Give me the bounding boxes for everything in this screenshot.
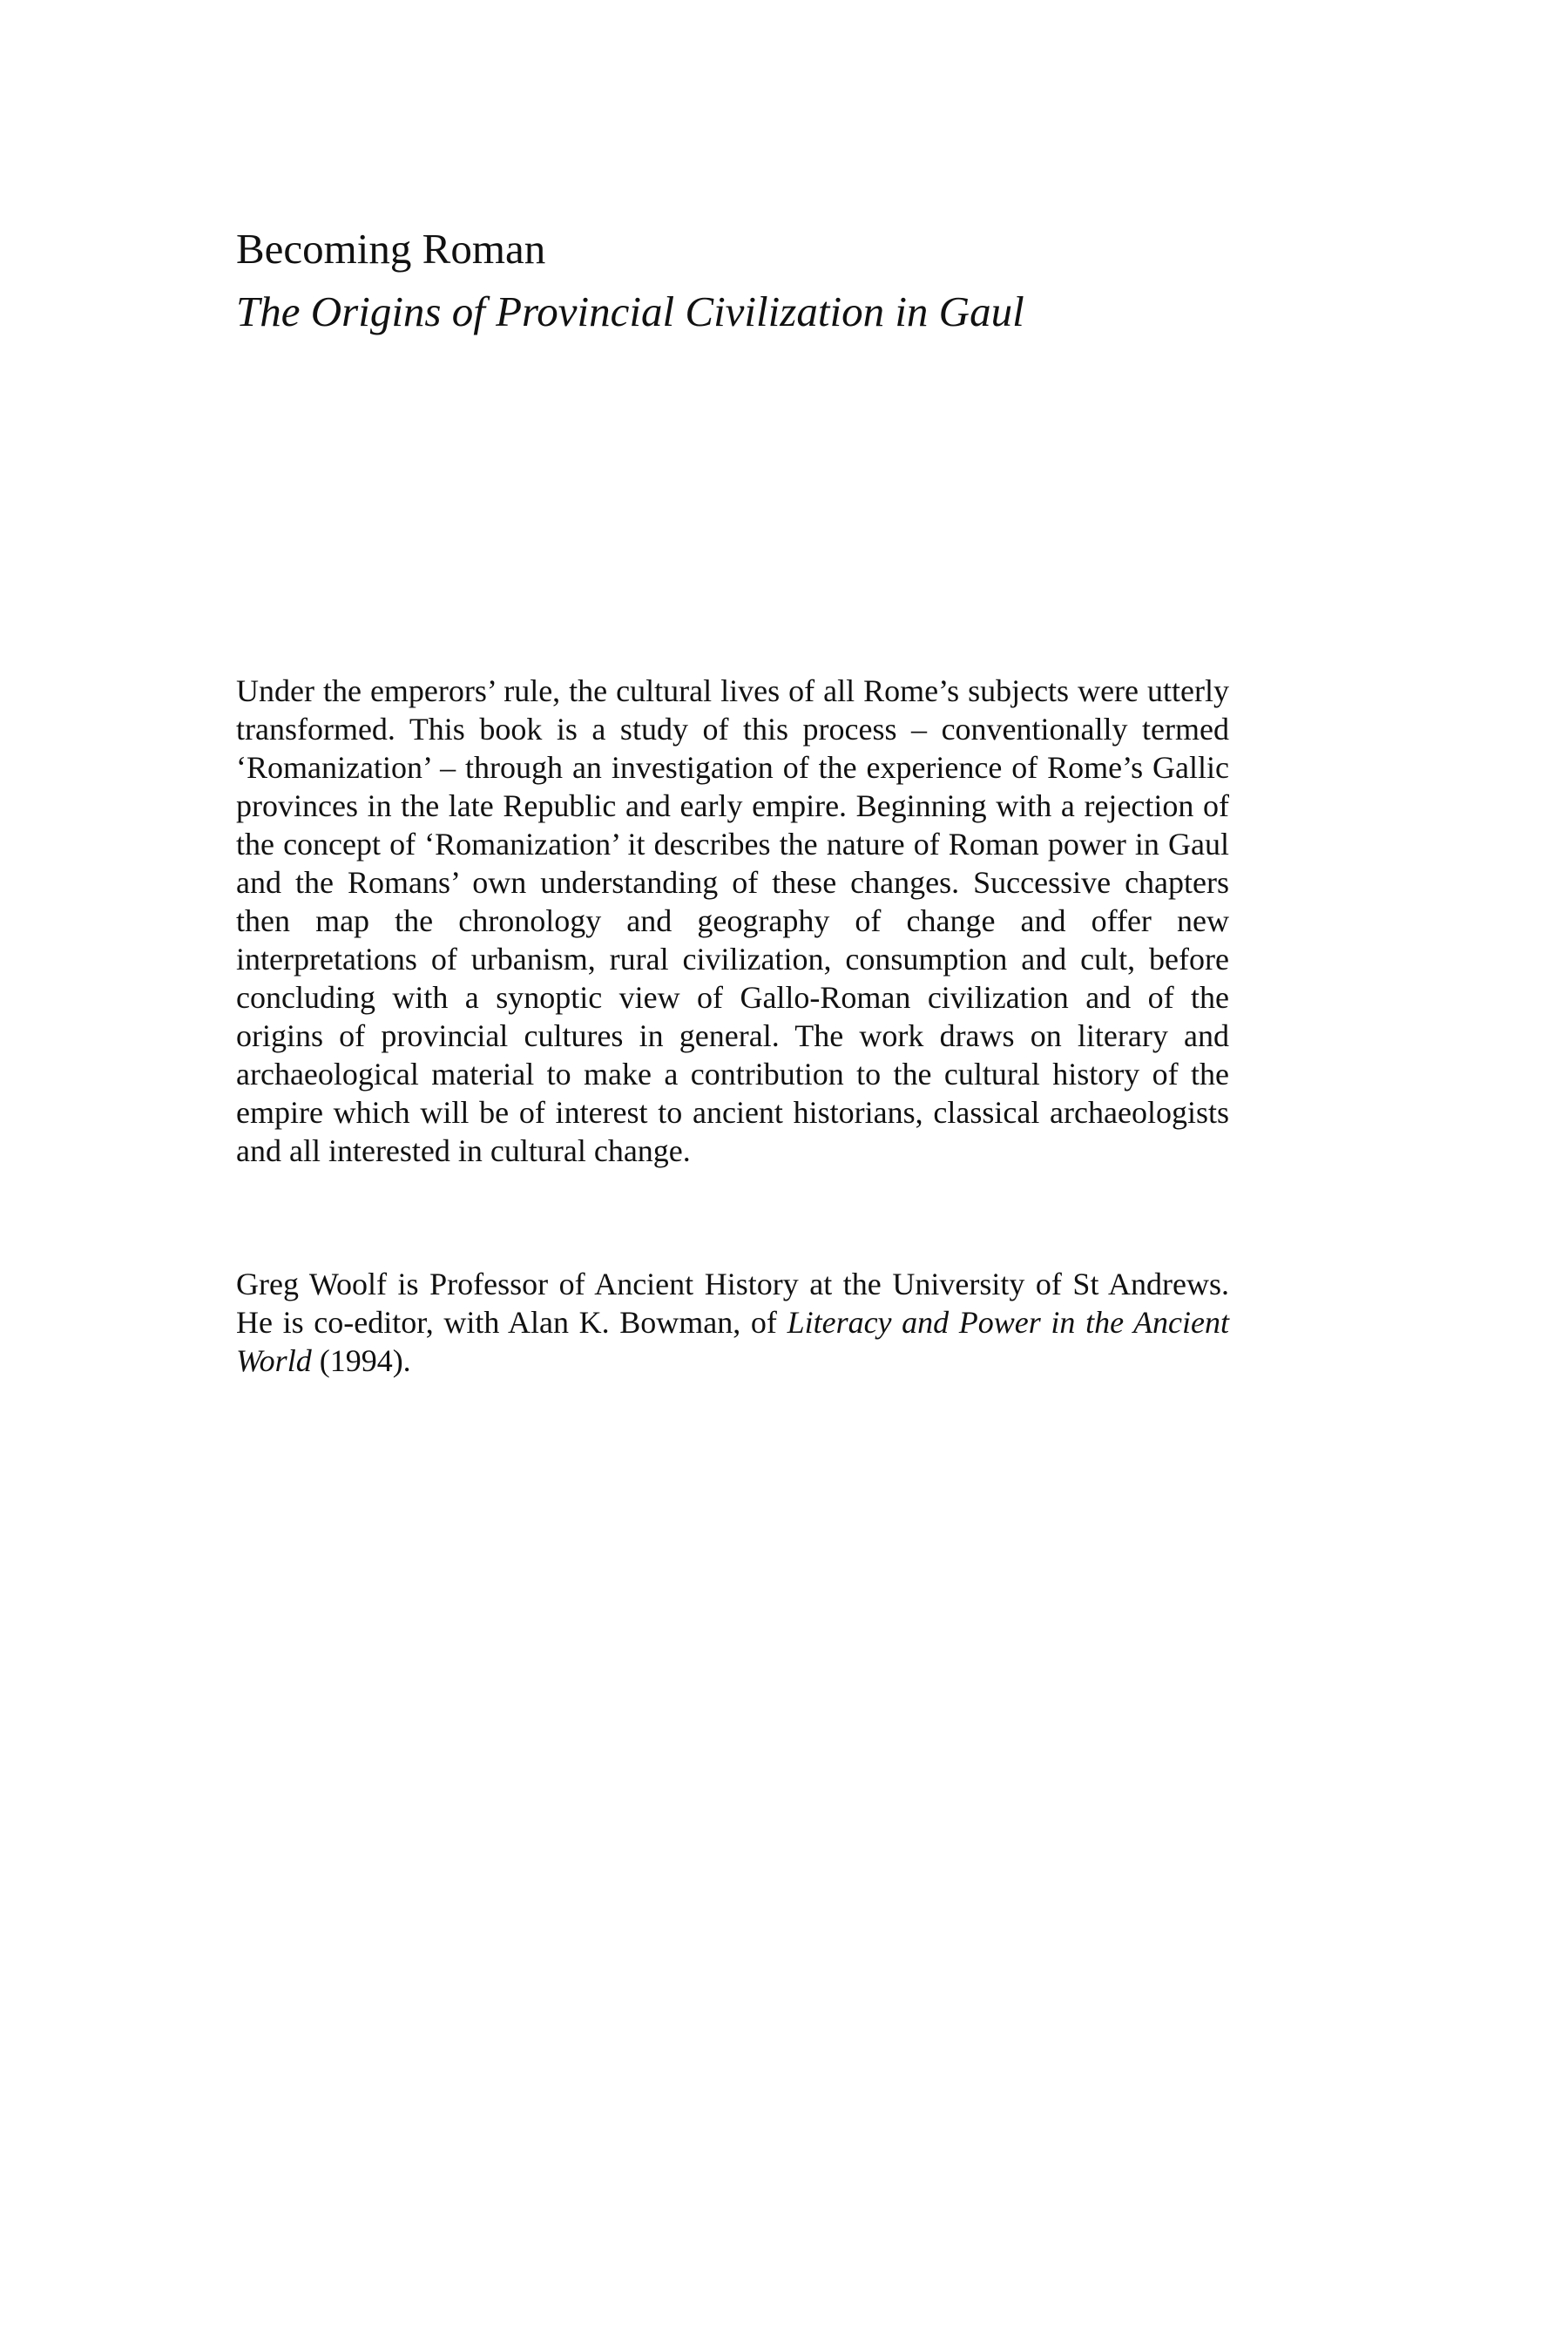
book-blurb: Under the emperors’ rule, the cultural lives of all Rome’s subjects were utterly transformed. This book is a study of this process – conventionally termed ‘Romanization’ – through an investigation of the experience of Rome’s Gallic provinces in the late Republic and early empire. Beginning with a rejection of the concept of ‘Romanization’ it describes the nature of Roman power in Gaul and the Romans’ own understanding of these changes. Successive chapters then map the chronology and geography of change and offer new interpretations of urbanism, rural civilization, consumption and cult, before concluding with a synoptic view of Gallo-Roman civilization and of the origins of provincial cultures in general. The work draws on literary and archaeological material to make a contribution to the cultural history of the empire which will be of interest to ancient historians, classical archaeologists and all interested in cultural change.: [236, 673, 1229, 1168]
author-bio-year: (1994).: [311, 1343, 411, 1378]
author-bio: [236, 1265, 1229, 1380]
book-title: Becoming Roman: [236, 225, 546, 273]
book-subtitle: The Origins of Provincial Civilization in Gaul: [236, 287, 1024, 335]
co-edited-book-title: Literacy and Power in the Ancient World: [236, 1305, 1229, 1378]
author-bio-text: Greg Woolf is Professor of Ancient History at the University of St Andrews. He is co-editor, with Alan K. Bowman, of: [236, 1267, 1229, 1340]
